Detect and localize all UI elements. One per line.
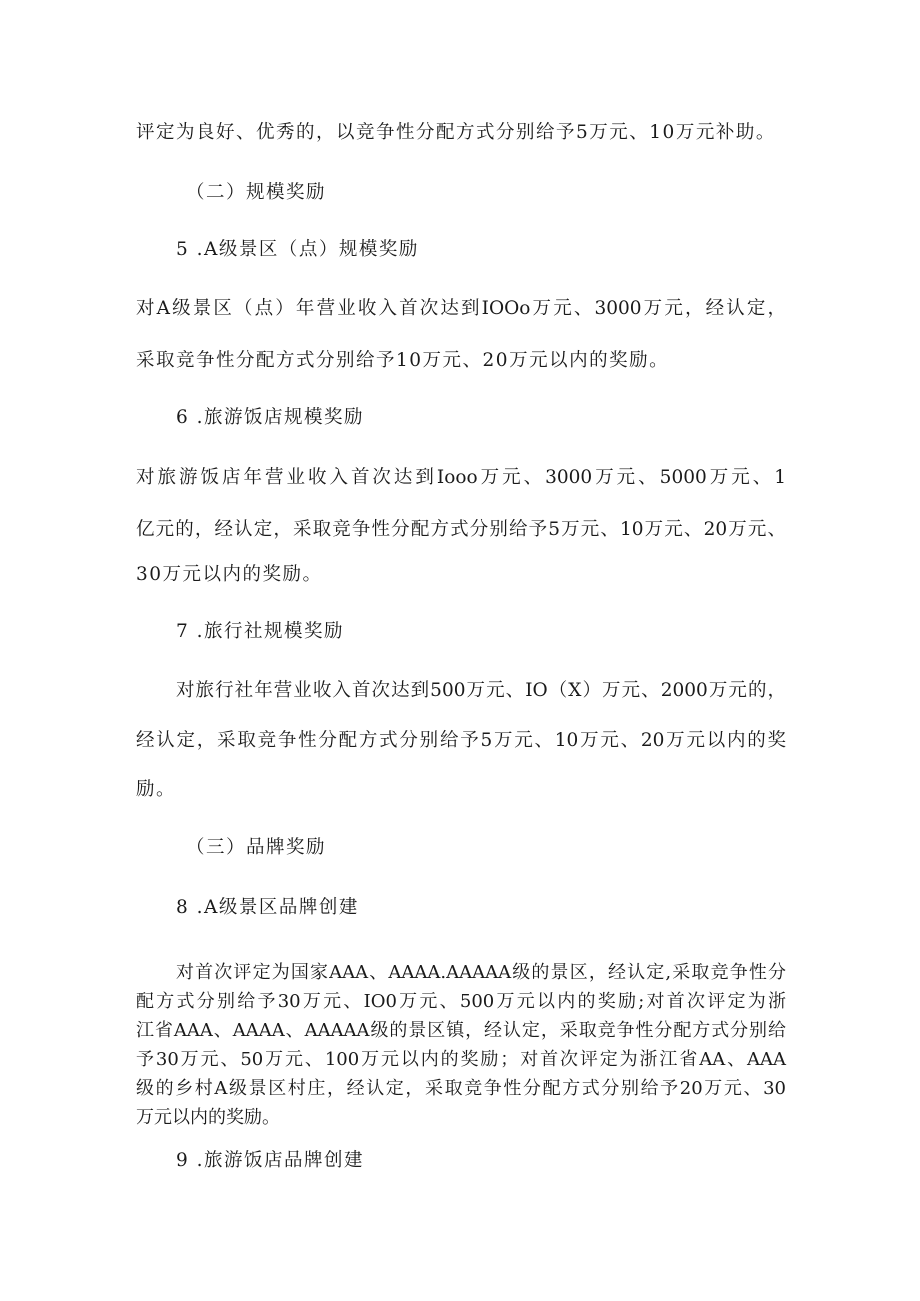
item-title: 9 .旅游饭店品牌创建 bbox=[176, 1150, 365, 1171]
item-title: 8 .A级景区品牌创建 bbox=[176, 897, 359, 918]
section-heading: （二）规模奖励 bbox=[186, 182, 327, 203]
paragraph-line: 配方式分别给予30万元、IO0万元、500万元以内的奖励;对首次评定为浙 bbox=[136, 991, 786, 1012]
paragraph-line: 级的乡村A级景区村庄，经认定，采取竞争性分配方式分别给予20万元、30 bbox=[136, 1078, 786, 1099]
paragraph-line: 励。 bbox=[136, 779, 177, 800]
paragraph-line: 经认定，采取竞争性分配方式分别给予5万元、10万元、20万元以内的奖 bbox=[136, 730, 786, 751]
paragraph-line: 采取竞争性分配方式分别给予10万元、20万元以内的奖励。 bbox=[136, 350, 670, 371]
paragraph-line: 对旅行社年营业收入首次达到500万元、IO（X）万元、2000万元的， bbox=[176, 680, 786, 701]
dense-paragraph bbox=[136, 958, 786, 1132]
paragraph-line: 亿元的，经认定，采取竞争性分配方式分别给予5万元、10万元、20万元、 bbox=[136, 519, 786, 540]
paragraph-line: 30万元以内的奖励。 bbox=[136, 564, 323, 585]
paragraph-line: 江省AAA、AAAA、AAAAA级的景区镇，经认定，采取竞争性分配方式分别给 bbox=[136, 1020, 786, 1041]
paragraph-line: 万元以内的奖励。 bbox=[136, 1107, 280, 1128]
paragraph-line: 评定为良好、优秀的，以竞争性分配方式分别给予5万元、10万元补助。 bbox=[136, 122, 776, 143]
paragraph-line: 对旅游饭店年营业收入首次达到Iooo万元、3000万元、5000万元、1 bbox=[136, 467, 786, 488]
item-title: 7 .旅行社规模奖励 bbox=[176, 621, 345, 642]
paragraph-line: 对首次评定为国家AAA、AAAA.AAAAA级的景区，经认定,采取竞争性分 bbox=[176, 962, 786, 983]
paragraph-line: 对A级景区（点）年营业收入首次达到IOOo万元、3000万元，经认定， bbox=[136, 298, 786, 319]
item-title: 5 .A级景区（点）规模奖励 bbox=[176, 239, 419, 260]
paragraph-line: 予30万元、50万元、100万元以内的奖励；对首次评定为浙江省AA、AAA bbox=[136, 1049, 786, 1070]
section-heading: （三）品牌奖励 bbox=[186, 837, 327, 858]
item-title: 6 .旅游饭店规模奖励 bbox=[176, 407, 365, 428]
